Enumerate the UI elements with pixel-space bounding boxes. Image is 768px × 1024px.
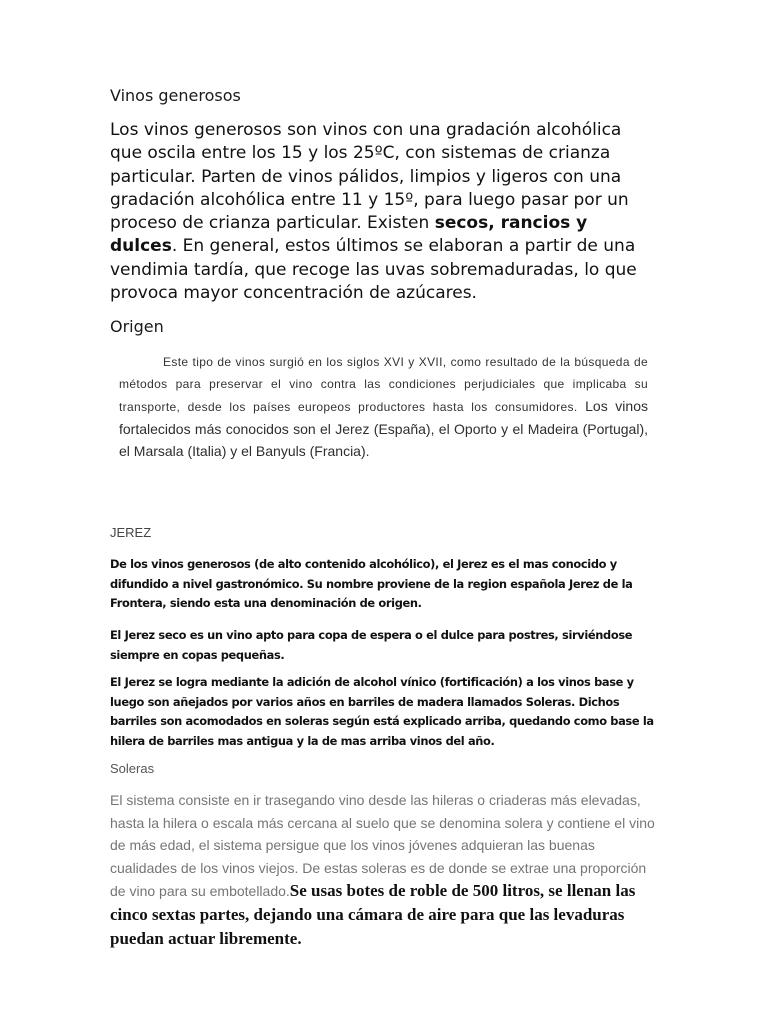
jerez-heading: JEREZ [110,525,152,540]
intro-paragraph [110,119,658,305]
jerez-paragraph-2: El Jerez seco es un vino apto para copa de espera o el dulce para postres, sirviéndose siempre en copas pequeñas. [110,628,633,662]
soleras-gray-text: El sistema consiste en ir trasegando vino desde las hileras o criaderas más elevadas, hasta la hilera o escala más cercana al suelo que se denomina solera y contiene el vino de más edad, el sistema persigue que los vinos jóvenes adquieran las buenas cualidades de los vinos viejos. De estas soleras es de donde se extrae una proporción de vino para su embotellado. [110,792,655,900]
origen-paragraph [119,351,648,462]
intro-text-end: . En general, estos últimos se elaboran a partir de una vendimia tardía, que recoge las uvas sobremaduradas, lo que provoca mayor concentración de azúcares. [110,236,637,304]
origen-large-text: Los vinos fortalecidos más conocidos son el Jerez (España), el Oporto y el Madeira (Portugal), el Marsala (Italia) y el Banyuls (Francia). [119,398,648,459]
intro-text: Los vinos generosos son vinos con una gradación alcohólica que oscila entre los 15 y los 25ºC, con sistemas de crianza particular. Parten de vinos pálidos, limpios y ligeros con una gradación alcohólica entre 11 y 15º, para luego pasar por un proceso de crianza particular. Existen [110,120,629,234]
soleras-paragraph [110,789,662,950]
jerez-paragraph-3: El Jerez se logra mediante la adición de alcohol vínico (fortificación) a los vinos base y luego son añejados por varios años en barriles de madera llamados Soleras. Dichos barriles son acomodados en soleras según está explicado arriba, quedando como base la hilera de barriles mas antigua y la de mas arriba vinos del año. [110,675,654,748]
soleras-bold-text: Se usas botes de roble de 500 litros, se llenan las cinco sextas partes, dejando una cámara de aire para que las levaduras puedan actuar libremente. [110,881,636,948]
jerez-paragraph-1: De los vinos generosos (de alto contenido alcohólico), el Jerez es el mas conocido y difundido a nivel gastronómico. Su nombre proviene de la region española Jerez de la Frontera, siendo esta una denominación de origen. [110,557,633,611]
origen-heading: Origen [110,317,164,336]
page-title: Vinos generosos [110,86,241,105]
soleras-heading: Soleras [110,761,155,776]
origen-small-text: Este tipo de vinos surgió en los siglos XVI y XVII, como resultado de la búsqueda de métodos para preservar el vino contra las condiciones perjudiciales que implicaba su transporte, desde los países europeos productores hasta los consumidores. [119,355,648,414]
intro-bold-text: secos, rancios y dulces [110,213,588,257]
